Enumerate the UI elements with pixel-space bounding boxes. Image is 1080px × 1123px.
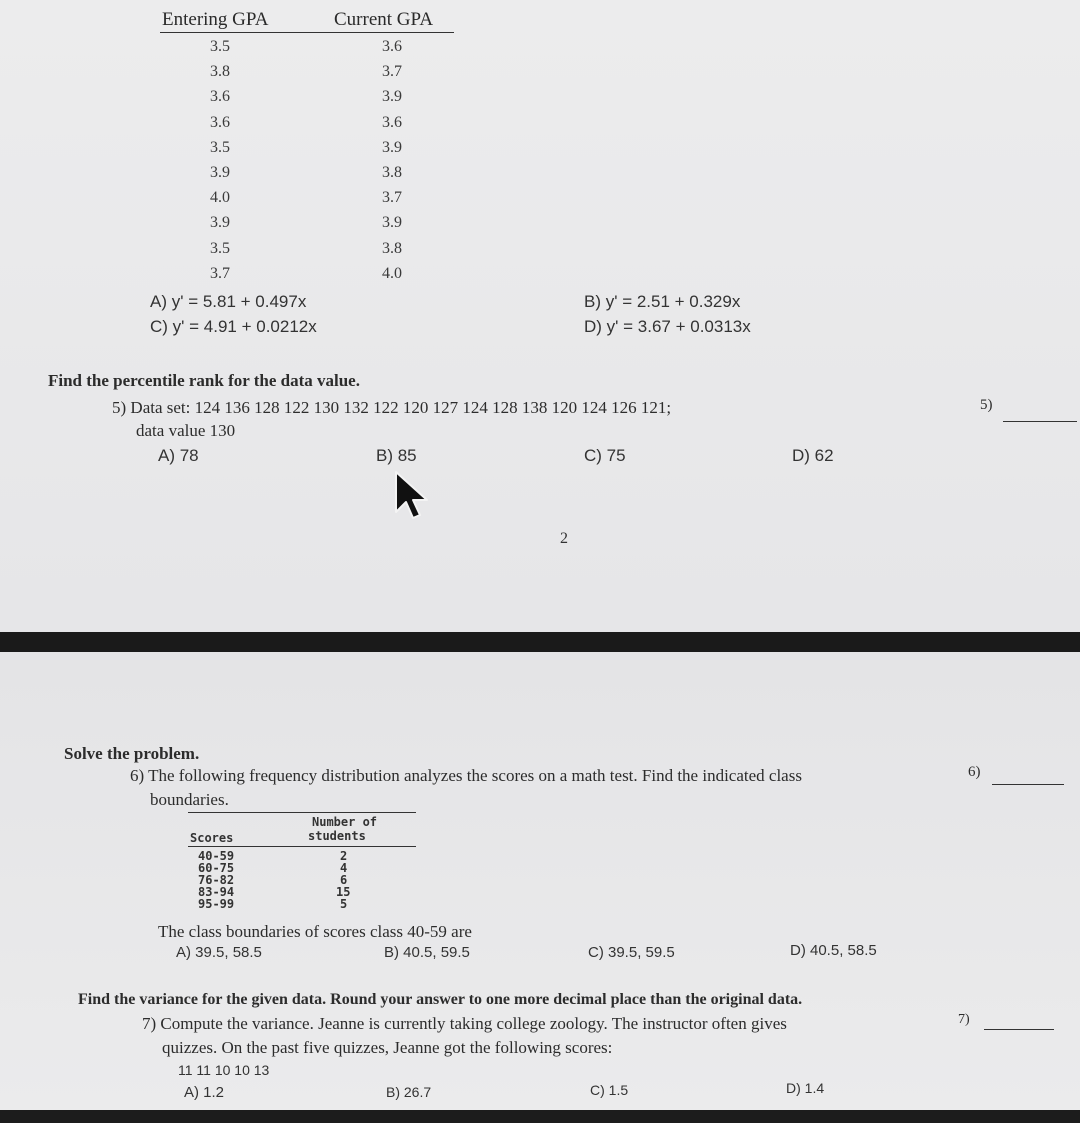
q4-option-b: B) y' = 2.51 + 0.329x (584, 292, 741, 311)
q7-answer-number: 7) (958, 1012, 970, 1027)
gpa-current-cell: 4.0 (382, 265, 402, 282)
page-divider (0, 632, 1080, 652)
page-number: 2 (560, 530, 568, 547)
q5-option-d: D) 62 (792, 446, 834, 465)
freq-header-students: students (308, 829, 366, 843)
freq-header-rule (188, 846, 416, 847)
gpa-current-cell: 3.8 (382, 240, 402, 257)
q6-answer-number: 6) (968, 764, 981, 780)
gpa-current-cell: 3.7 (382, 63, 402, 80)
worksheet-page-3 (0, 652, 1080, 1110)
gpa-current-cell: 3.7 (382, 189, 402, 206)
gpa-entering-cell: 3.6 (210, 114, 230, 131)
freq-count-cell: 4 (340, 861, 348, 875)
gpa-entering-cell: 3.9 (210, 214, 230, 231)
gpa-entering-cell: 4.0 (210, 189, 230, 206)
q5-answer-blank (1003, 421, 1077, 422)
gpa-entering-cell: 3.5 (210, 139, 230, 156)
gpa-entering-cell: 3.8 (210, 63, 230, 80)
freq-count-cell: 6 (340, 873, 348, 887)
q6-answer-blank (992, 784, 1064, 785)
freq-header-scores: Scores (190, 831, 234, 845)
gpa-entering-cell: 3.9 (210, 164, 230, 181)
freq-table-top-rule (188, 812, 416, 813)
gpa-header-rule (160, 32, 454, 33)
q7-option-d: D) 1.4 (786, 1080, 825, 1096)
q4-option-a: A) y' = 5.81 + 0.497x (150, 292, 307, 311)
gpa-current-cell: 3.6 (382, 38, 402, 55)
freq-score-cell: 76-82 (198, 873, 235, 887)
q6-prompt: The class boundaries of scores class 40-59 are (158, 922, 472, 941)
q5-option-c: C) 75 (584, 446, 626, 465)
freq-count-cell: 2 (340, 849, 348, 863)
freq-count-cell: 5 (340, 897, 348, 911)
freq-header-number: Number of (312, 815, 378, 829)
q7-answer-blank (984, 1029, 1054, 1030)
q7-option-b: B) 26.7 (386, 1084, 432, 1100)
q7-option-c: C) 1.5 (590, 1082, 629, 1098)
q4-option-c: C) y' = 4.91 + 0.0212x (150, 317, 317, 336)
freq-score-cell: 95-99 (198, 897, 235, 911)
mouse-pointer-icon (394, 470, 430, 522)
gpa-header-current: Current GPA (334, 9, 434, 30)
q6-option-a: A) 39.5, 58.5 (176, 944, 262, 961)
gpa-current-cell: 3.9 (382, 139, 402, 156)
percentile-heading: Find the percentile rank for the data value. (48, 371, 360, 390)
freq-score-cell: 83-94 (198, 885, 235, 899)
q4-option-d: D) y' = 3.67 + 0.0313x (584, 317, 751, 336)
q7-option-a: A) 1.2 (184, 1084, 225, 1101)
gpa-entering-cell: 3.6 (210, 88, 230, 105)
q6-option-b: B) 40.5, 59.5 (384, 944, 470, 961)
gpa-current-cell: 3.9 (382, 88, 402, 105)
gpa-header-entering: Entering GPA (162, 9, 269, 30)
q5-option-b: B) 85 (376, 446, 417, 465)
q7-scores: 11 11 10 10 13 (178, 1062, 270, 1078)
q6-text-cont: boundaries. (150, 790, 229, 809)
freq-count-cell: 15 (336, 885, 351, 899)
solve-heading: Solve the problem. (64, 744, 200, 763)
q5-text-cont: data value 130 (136, 421, 236, 440)
freq-score-cell: 40-59 (198, 849, 235, 863)
q5-answer-number: 5) (980, 397, 993, 413)
q5-option-a: A) 78 (158, 446, 199, 465)
q7-text: 7) Compute the variance. Jeanne is currently taking college zoology. The instructor often gives (142, 1014, 787, 1033)
gpa-entering-cell: 3.7 (210, 265, 230, 282)
q7-text-cont: quizzes. On the past five quizzes, Jeanne got the following scores: (162, 1038, 613, 1057)
gpa-current-cell: 3.9 (382, 214, 402, 231)
gpa-entering-cell: 3.5 (210, 240, 230, 257)
variance-heading: Find the variance for the given data. Round your answer to one more decimal place than the original data. (78, 991, 803, 1008)
gpa-current-cell: 3.6 (382, 114, 402, 131)
q6-text: 6) The following frequency distribution analyzes the scores on a math test. Find the indicated class (130, 766, 802, 785)
freq-score-cell: 60-75 (198, 861, 235, 875)
q6-option-d: D) 40.5, 58.5 (790, 942, 877, 959)
gpa-entering-cell: 3.5 (210, 38, 230, 55)
q5-text: 5) Data set: 124 136 128 122 130 132 122 120 127 124 128 138 120 124 126 121; (112, 398, 672, 417)
gpa-current-cell: 3.8 (382, 164, 402, 181)
q6-option-c: C) 39.5, 59.5 (588, 944, 675, 961)
